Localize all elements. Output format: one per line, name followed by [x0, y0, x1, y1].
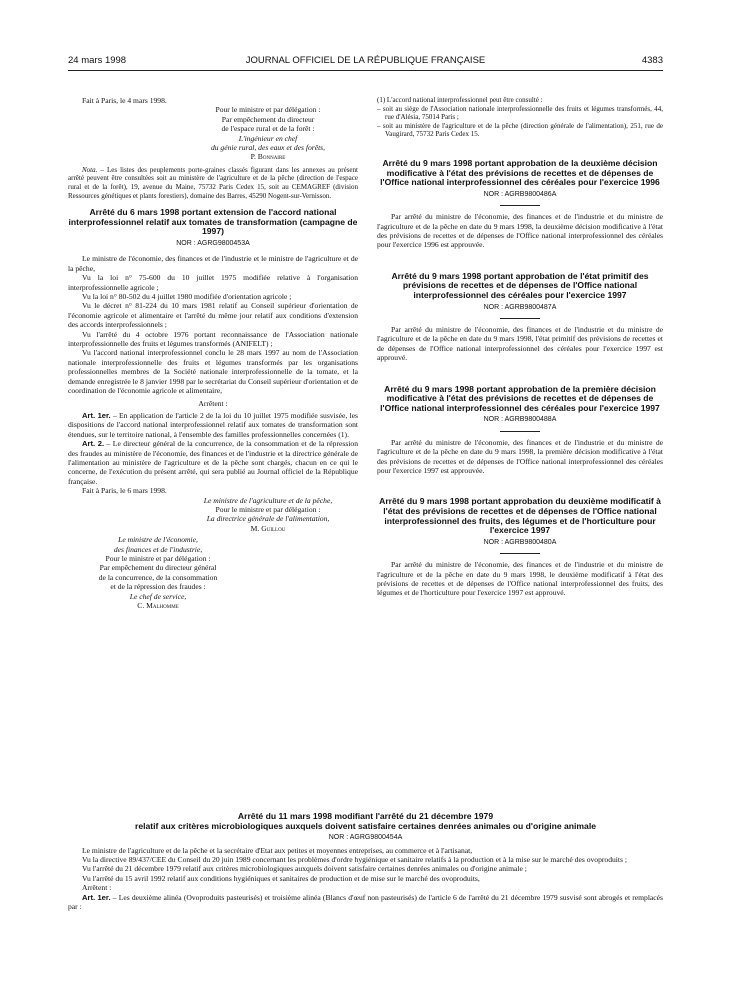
paragraph: Vu la loi n° 80-502 du 4 juillet 1980 modifiée d'orientation agricole ; [82, 292, 292, 302]
arretent-heading: Arrêtent : [82, 883, 112, 893]
nor-reference: NOR : AGRG9800454A [328, 834, 403, 842]
signature-line: Par empêchement du directeur général [99, 563, 217, 573]
paragraph: Le ministre de l'agriculture et de la pêche et la secrétaire d'Etat aux petites et moyennes entreprises, au commerce et à l'artisanat, [82, 845, 473, 855]
article-label: Art. 1er. [82, 892, 111, 902]
nor-reference: NOR : AGRB9800487A [483, 303, 557, 311]
signature-block-2 [178, 496, 358, 534]
article-subtitle: relatif aux critères microbiologiques auxquels doivent satisfaire certaines denrées animales ou d'origine animale [134, 820, 597, 831]
paragraph: Vu l'accord national interprofessionnel conclu le 28 mars 1997 au nom de l'Association nationale interprofessionnelle des fruits et légumes transformés par les organisations professionnelles membres de la Société nationale interprofessionnelle de la tomate, et la demande enregistrée le 8 janvier 1998 par le secrétariat du Conseil supérieur d'orientation et de coordination de l'économie agricole et alimentaire, [68, 348, 358, 396]
paragraph: Le ministre de l'économie, des finances et de l'industrie et le ministre de l'agriculture et de la pêche, [68, 254, 358, 273]
article-text: – Les deuxième alinéa (Ovoproduits pasteurisés) et troisième alinéa (Blancs d'œuf non pasteurisés) de l'article 6 de l'arrêté du 21 décembre 1979 susvisé sont abrogés et remplacés par : [68, 892, 664, 912]
signature-block-3 [68, 535, 248, 610]
header-journal-title: JOURNAL OFFICIEL DE LA RÉPUBLIQUE FRANÇAISE [245, 55, 486, 66]
signature-line: Le ministre de l'agriculture et de la pêche, [203, 495, 333, 505]
signature-line: Le chef de service, [129, 591, 187, 601]
article-label: Art. 1er. [82, 410, 111, 420]
article-body: Par arrêté du ministre de l'économie, des finances et de l'industrie et du ministre de l'agriculture et de la pêche en date du 9 mars 1998, l'état primitif des prévisions de recettes et de dépenses de l'Office national interprofessionnel des céréales pour l'exercice 1997 est approuvé. [377, 324, 663, 363]
signature-line: Le ministre de l'économie, [118, 535, 198, 545]
article-title: Arrêté du 6 mars 1998 portant extension de l'accord national interprofessionnel relatif aux tomates de transformation (campagne de 1997) [68, 207, 358, 237]
signature-line: des finances et de l'industrie, [113, 544, 203, 554]
signature-line: L'ingénieur en chef [238, 133, 298, 143]
right-column [377, 96, 663, 598]
nor-reference: NOR : AGRB9800488A [483, 416, 557, 424]
signature-line: Pour le ministre et par délégation : [105, 554, 211, 563]
article-1 [68, 893, 663, 912]
page-header [68, 55, 663, 69]
header-date: 24 mars 1998 [68, 55, 127, 66]
signature-date: Fait à Paris, le 4 mars 1998. [82, 96, 167, 105]
signature-line: du génie rural, des eaux et des forêts, [210, 143, 326, 153]
article-label: Art. 2. [82, 439, 105, 449]
article-body: Par arrêté du ministre de l'économie, des finances et de l'industrie et du ministre de l'agriculture et de la pêche en date du 9 mars 1998, la première décision modificative à l'état des prévisions de recettes et de dépenses de l'Office national interprofessionnel des céréales pour l'exercice 1997 est approuvée. [377, 437, 663, 475]
signatory-name: M. Guillou [250, 523, 286, 533]
article-body: Par arrêté du ministre de l'économie, des finances et de l'industrie et du ministre de l'agriculture et de la pêche en date du 9 mars 1998, la deuxième décision modificative à l'état des prévisions de recettes et de dépenses de l'Office national interprofessionnel des céréales pour l'exercice 1996 est approuvée. [377, 212, 663, 250]
article-text: – En application de l'article 2 de la loi du 10 juillet 1975 modifiée susvisée, les dispositions de l'accord national interprofessionnel relatif aux tomates de transformation sont étendues, sur le territoire national, à l'ensemble des familles professionnelles concernées (1). [68, 410, 358, 439]
header-rule [68, 70, 663, 71]
article-text: – Le directeur général de la concurrence, de la consommation et de la répression des fraudes au ministère de l'économie, des finances et de l'industrie et la directrice générale de l'alimentation au ministère de l'agriculture et de la pêche sont chargés, chacun en ce qui le concerne, de l'exécution du présent arrêté, qui sera publié au Journal officiel de la République française. [68, 439, 358, 486]
article-title: Arrêté du 9 mars 1998 portant approbation de la deuxième décision modificative à l'état des prévisions de recettes et de dépenses de l'Office national interprofessionnel des céréales pour l'exercice 1996 [380, 157, 660, 188]
paragraph: Vu la loi n° 75-600 du 10 juillet 1975 modifiée relative à l'organisation interprofessionnelle agricole ; [68, 273, 358, 292]
paragraph: Vu l'arrêté du 21 décembre 1979 relatif aux critères microbiologiques auxquels doivent satisfaire certaines denrées animales ou d'origine animale ; [82, 864, 527, 874]
signature-line: Pour le ministre et par délégation : [215, 504, 321, 514]
paragraph: Vu le décret n° 81-224 du 10 mars 1981 relatif au Conseil supérieur d'orientation de l'économie agricole et alimentaire et l'arrêté du même jour relatif aux conditions d'extension des accords interprofessionnels ; [68, 301, 358, 330]
article-2 [68, 439, 358, 486]
footnote-item: – soit au ministère de l'agriculture et de la pêche (direction générale de l'alimentation), 251, rue de Vaugirard, 75732 Paris Cedex 15. [377, 121, 663, 139]
footnote-item: – soit au siège de l'Association nationale interprofessionnelle des fruits et légumes transformés, 44, rue d'Alésia, 75014 Paris ; [377, 104, 663, 122]
bottom-article [68, 812, 663, 911]
left-column [68, 96, 358, 610]
article-body: Par arrêté du ministre de l'économie, des finances et de l'industrie et du ministre de l'agriculture et de la pêche en date du 9 mars 1998, le deuxième modificatif à l'état des prévisions de recettes et de dépenses de l'Office national interprofessionnel des fruits, des légumes et de l'horticulture pour l'exercice 1997 est approuvé. [377, 560, 663, 598]
separator [500, 205, 540, 206]
separator [500, 553, 540, 554]
arretent-heading: Arrêtent : [198, 398, 228, 408]
article-title: Arrêté du 9 mars 1998 portant approbation de l'état primitif des prévisions de recettes et de dépenses de l'Office national interprofessionnel des céréales pour l'exercice 1997 [391, 270, 649, 300]
footnote: (1) L'accord national interprofessionnel peut être consulté : [377, 96, 543, 104]
nor-reference: NOR : AGRB9800486A [483, 190, 557, 198]
paragraph: Vu l'arrêté du 4 octobre 1976 portant reconnaissance de l'Association nationale interprofessionnelle des fruits et légumes transformés (ANIFELT) ; [68, 329, 358, 349]
nota-note [68, 166, 358, 200]
nota-label: Nota. [82, 165, 98, 174]
signature-line: La directrice générale de l'alimentation, [206, 514, 330, 524]
nota-text: – Les listes des peuplements porte-graines classés figurant dans les annexes au présent arrêté peuvent être consultées soit au ministère de l'agriculture et de la pêche (direction de l'espace rural et de la forêt), 19, avenue du Maine, 75732 Paris Cedex 15, soit au CEMAGREF (division Ressources génétiques et plants forestiers), domaine des Barres, 45290 Nogent-sur-Vernisson. [68, 165, 358, 200]
signature-block-1 [178, 105, 358, 161]
article-title: Arrêté du 9 mars 1998 portant approbation du deuxième modificatif à l'état des prévisions de recettes et de dépenses de l'Office national interprofessionnel des fruits, des légumes et de l'horticulture pour l'exercice 1997 [379, 496, 661, 536]
signatory-name: C. Malhomme [137, 601, 179, 611]
signature-line: et de la répression des fraudes : [110, 582, 206, 592]
article-1 [68, 411, 358, 439]
separator [500, 431, 540, 432]
article-title: Arrêté du 11 mars 1998 modifiant l'arrêté du 21 décembre 1979 [237, 811, 494, 821]
signature-date: Fait à Paris, le 6 mars 1998. [82, 486, 167, 496]
nor-reference: NOR : AGRG9800453A [176, 240, 250, 247]
signature-line: de la concurrence, de la consommation [98, 572, 218, 582]
header-page-number: 4383 [641, 55, 663, 66]
signatory-name: P. Bonnaire [250, 152, 286, 162]
paragraph: Vu la directive 89/437/CEE du Conseil du 20 juin 1989 concernant les problèmes d'ordre hygiénique et sanitaire relatifs à la production et à la mise sur le marché des ovoproduits ; [82, 855, 627, 864]
article-title: Arrêté du 9 mars 1998 portant approbation de la première décision modificative à l'état des prévisions de recettes et de dépenses de l'Office national interprofessionnel des céréales pour l'exercice 1997 [380, 383, 660, 413]
signature-line: Pour le ministre et par délégation : [215, 105, 321, 115]
signature-line: Par empêchement du directeur [221, 114, 315, 124]
signature-line: de l'espace rural et de la forêt : [221, 124, 315, 134]
nor-reference: NOR : AGRB9800480A [483, 538, 557, 546]
paragraph: Vu l'arrêté du 15 avril 1992 relatif aux conditions hygiéniques et sanitaires de production et de mise sur le marché des ovoproduits, [82, 873, 480, 883]
separator [500, 318, 540, 319]
